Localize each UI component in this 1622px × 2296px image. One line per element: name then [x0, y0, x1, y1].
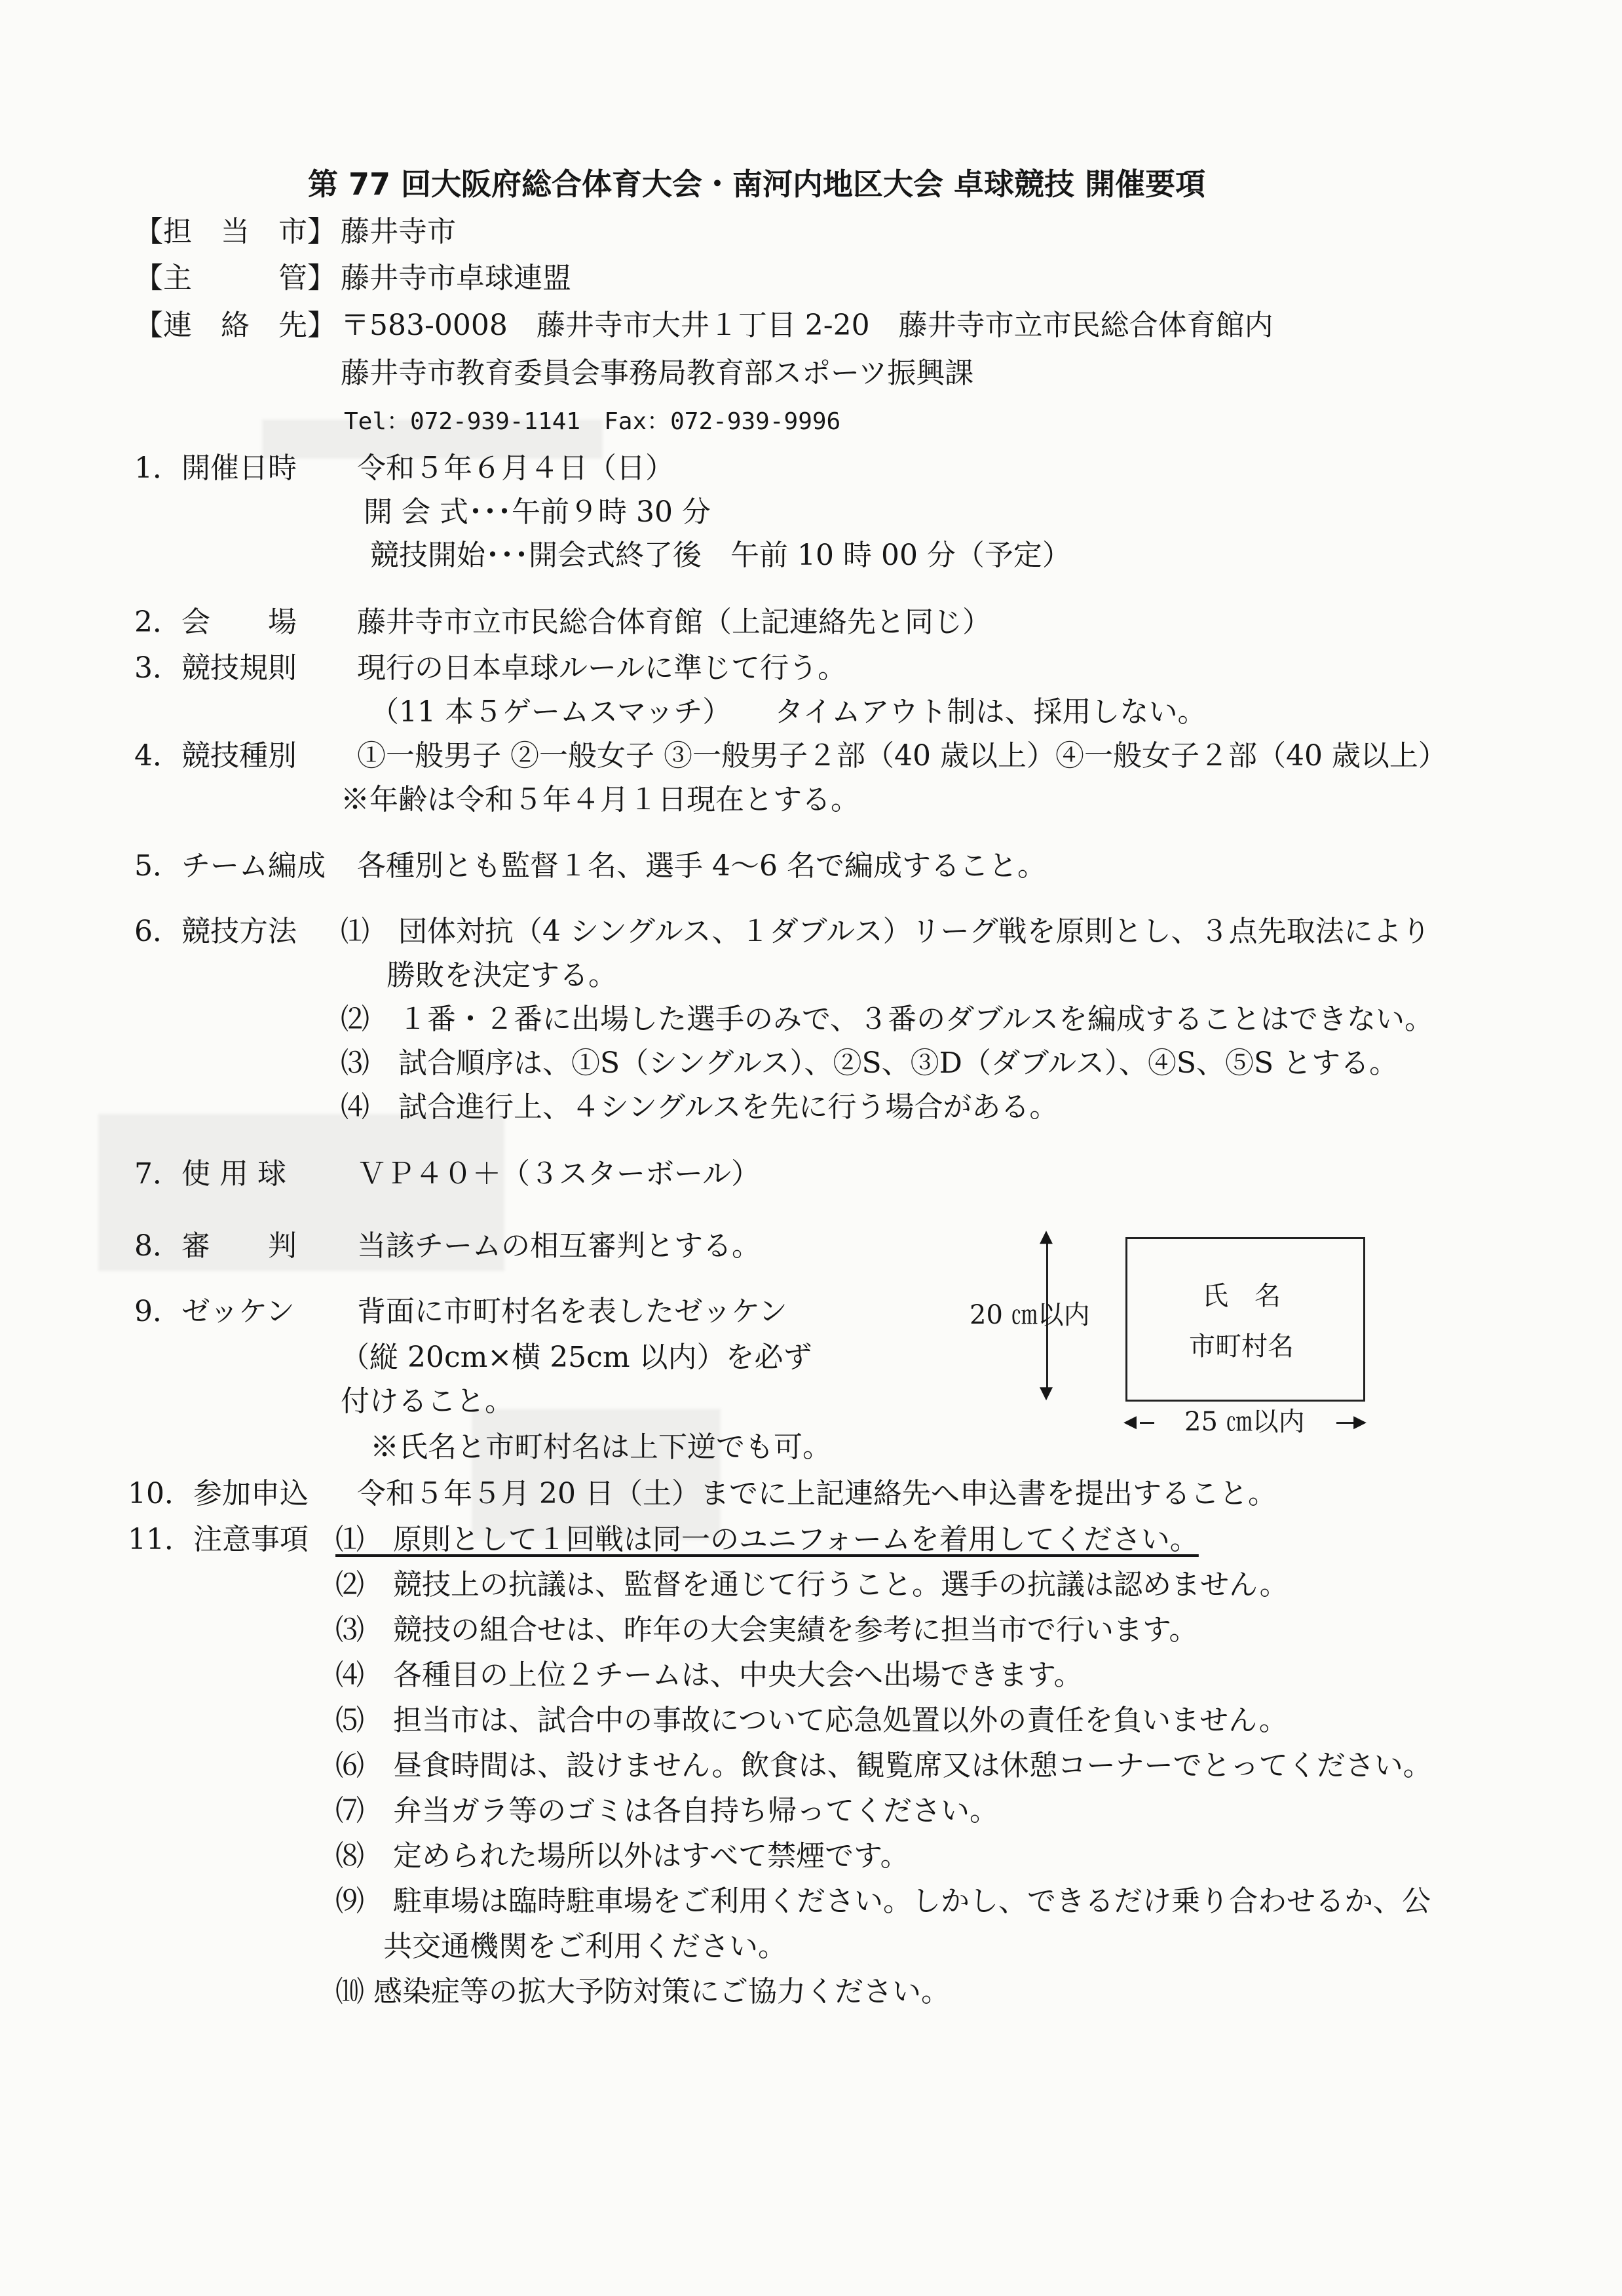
bib-rectangle — [1125, 1237, 1365, 1402]
rules-line-2: （11 本５ゲームスマッチ） タイムアウト制は、採用しない。 — [370, 695, 1207, 729]
section-1-label: 1．開催日時 — [134, 451, 297, 485]
scan-smudge — [472, 1409, 721, 1540]
notice-item: ⑽ 感染症等の拡大予防対策にご協力ください。 — [335, 1975, 950, 2008]
organizer-label: 【主 管】 — [134, 261, 336, 295]
notice-item: ⑵ 競技上の抗議は、監督を通じて行うこと。選手の抗議は認めません。 — [335, 1568, 1289, 1601]
arrow-left-icon: ◀ — [1123, 1412, 1137, 1432]
section-9-label: 9．ゼッケン — [134, 1295, 295, 1328]
notice-item: ⑹ 昼食時間は、設けません。飲食は、観覧席又は休憩コーナーでとってください。 — [335, 1749, 1432, 1782]
arrow-right-icon: ▶ — [1353, 1412, 1367, 1432]
method-item-1: ⑴ 団体対抗（4 シングルス、１ダブルス）リーグ戦を原則とし、３点先取法により — [341, 915, 1431, 948]
section-3-label: 3．競技規則 — [134, 651, 297, 685]
section-6-label: 6．競技方法 — [134, 915, 297, 948]
section-4-label: 4．競技種別 — [134, 739, 297, 773]
notice-item-cont: 共交通機関をご利用ください。 — [383, 1930, 787, 1963]
width-limit-label: 25 ㎝以内 — [1184, 1407, 1305, 1437]
contact-department: 藤井寺市教育委員会事務局教育部スポーツ振興課 — [341, 356, 974, 390]
umpire: 当該チームの相互審判とする。 — [357, 1229, 761, 1263]
notice-item: ⑼ 駐車場は臨時駐車場をご利用ください。しかし、できるだけ乗り合わせるか、公 — [335, 1885, 1431, 1918]
section-8-label: 8．審 判 — [134, 1229, 297, 1263]
bib-line-1: 背面に市町村名を表したゼッケン — [357, 1295, 787, 1328]
bib-line-2: （縦 20cm×横 25cm 以内）を必ず — [341, 1341, 812, 1374]
organizer-value: 藤井寺市卓球連盟 — [341, 261, 571, 295]
bib-note: ※氏名と市町村名は上下逆でも可。 — [370, 1430, 831, 1464]
rules-line-1: 現行の日本卓球ルールに準じて行う。 — [357, 651, 847, 685]
event-date: 令和５年６月４日（日） — [357, 451, 674, 485]
contact-address: 〒583-0008 藤井寺市大井１丁目 2-20 藤井寺市立市民総合体育館内 — [341, 309, 1273, 342]
notice-item: ⑺ 弁当ガラ等のゴミは各自持ち帰ってください。 — [335, 1794, 998, 1827]
host-value: 藤井寺市 — [341, 215, 456, 248]
method-item-3: ⑶ 試合順序は、①S（シングルス）、②S、③D（ダブルス）、④S、⑤S とする。 — [341, 1046, 1399, 1080]
method-item-4: ⑷ 試合進行上、４シングルスを先に行う場合がある。 — [341, 1090, 1059, 1124]
notice-item: ⑻ 定められた場所以外はすべて禁煙です。 — [335, 1839, 909, 1873]
section-5-label: 5．チーム編成 — [134, 849, 326, 883]
arrow-up-icon: ▲ — [1040, 1227, 1053, 1246]
opening-ceremony-time: 開 会 式･･･午前９時 30 分 — [364, 495, 711, 529]
bib-name-label: 氏 名 — [1202, 1281, 1281, 1311]
page-title: 第 77 回大阪府総合体育大会・南河内地区大会 卓球競技 開催要項 — [308, 166, 1206, 202]
height-limit-label: 20 ㎝以内 — [970, 1300, 1090, 1330]
contact-phone-fax: Tel：072-939-1141 Fax：072-939-9996 — [344, 408, 841, 435]
categories: ①一般男子 ②一般女子 ③一般男子２部（40 歳以上）④一般女子２部（40 歳以上） — [357, 739, 1447, 773]
section-11-label: 11．注意事項 — [128, 1523, 309, 1556]
method-item-2: ⑵ １番・２番に出場した選手のみで、３番のダブルスを編成することはできない。 — [341, 1003, 1434, 1036]
notice-item: ⑸ 担当市は、試合中の事故について応急処置以外の責任を負いません。 — [335, 1704, 1288, 1737]
venue: 藤井寺市立市民総合体育館（上記連絡先と同じ） — [357, 605, 991, 639]
team-composition: 各種別とも監督１名、選手 4～6 名で編成すること。 — [357, 849, 1046, 883]
width-arrow-line-left — [1140, 1422, 1154, 1424]
application-deadline: 令和５年５月 20 日（土）までに上記連絡先へ申込書を提出すること。 — [357, 1477, 1277, 1510]
notice-item: ⑷ 各種目の上位２チームは、中央大会へ出場できます。 — [335, 1658, 1083, 1692]
contact-label: 【連 絡 先】 — [134, 309, 336, 342]
notice-item: ⑶ 競技の組合せは、昨年の大会実績を参考に担当市で行います。 — [335, 1613, 1198, 1647]
host-label: 【担 当 市】 — [134, 215, 336, 248]
age-note: ※年齢は令和５年４月１日現在とする。 — [341, 783, 859, 816]
arrow-down-icon: ▼ — [1040, 1383, 1053, 1403]
section-7-label: 7．使 用 球 — [134, 1157, 286, 1191]
ball: ＶＰ４０＋（３スターボール） — [357, 1157, 761, 1191]
section-2-label: 2．会 場 — [134, 605, 297, 639]
competition-start-time: 競技開始･･･開会式終了後 午前 10 時 00 分（予定） — [370, 539, 1071, 572]
bib-city-label: 市町村名 — [1189, 1331, 1294, 1362]
notice-item: ⑴ 原則として１回戦は同一のユニフォームを着用してください。 — [335, 1523, 1199, 1556]
section-10-label: 10．参加申込 — [128, 1477, 309, 1510]
bib-line-3: 付けること。 — [341, 1385, 514, 1418]
method-item-1-cont: 勝敗を決定する。 — [387, 959, 617, 992]
